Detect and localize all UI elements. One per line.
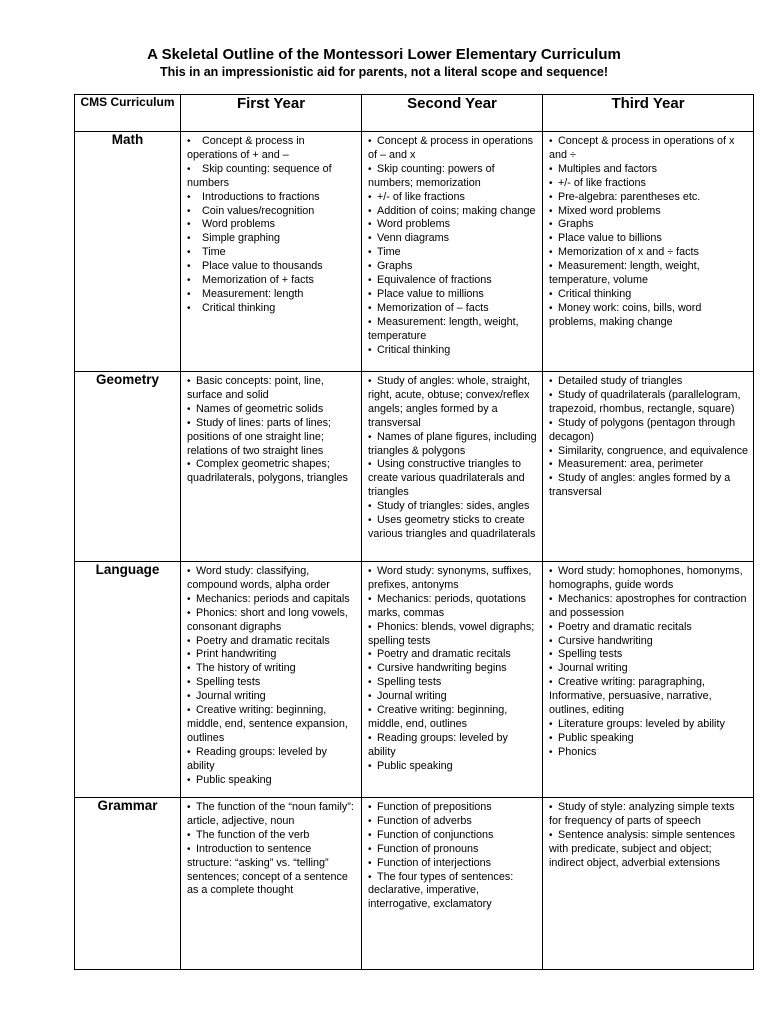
subject-language: Language [75, 562, 181, 798]
list-item: • Measurement: length, weight, temperature [368, 316, 538, 344]
list-item: • Memorization of + facts [187, 274, 357, 288]
list-item: • Money work: coins, bills, word problems, making change [549, 302, 749, 330]
list-item: • The history of writing [187, 662, 357, 676]
math-second-year-cell [362, 132, 543, 372]
geometry-first-year-cell [181, 372, 362, 562]
list-item: • Time [187, 246, 357, 260]
list-item: • Function of pronouns [368, 843, 538, 857]
subject-grammar: Grammar [75, 798, 181, 970]
document-subtitle: This in an impressionistic aid for parents, not a literal scope and sequence! [159, 65, 609, 79]
grammar-third-year-cell [543, 798, 754, 970]
list-item: • Study of quadrilaterals (parallelogram, trapezoid, rhombus, rectangle, square) [549, 389, 749, 417]
list-item: • Spelling tests [187, 676, 357, 690]
list-item: • Poetry and dramatic recitals [549, 621, 749, 635]
bullet-list [181, 372, 361, 486]
list-item: • Similarity, congruence, and equivalence [549, 445, 749, 459]
list-item: • Mechanics: apostrophes for contraction and possession [549, 593, 749, 621]
list-item: • Journal writing [368, 690, 538, 704]
language-third-year-cell [543, 562, 754, 798]
list-item: • Basic concepts: point, line, surface and solid [187, 375, 357, 403]
math-first-year-cell [181, 132, 362, 372]
list-item: • Time [368, 246, 538, 260]
list-item: • Study of triangles: sides, angles [368, 500, 538, 514]
list-item: • Phonics: short and long vowels, consonant digraphs [187, 607, 357, 635]
list-item: • Cursive handwriting begins [368, 662, 538, 676]
list-item: • Journal writing [549, 662, 749, 676]
list-item: • Skip counting: sequence of numbers [187, 163, 357, 191]
header-third-year: Third Year [543, 95, 754, 132]
list-item: • Uses geometry sticks to create various triangles and quadrilaterals [368, 514, 538, 542]
bullet-list [362, 132, 542, 358]
geometry-second-year-cell [362, 372, 543, 562]
list-item: • Function of adverbs [368, 815, 538, 829]
header-second-year: Second Year [362, 95, 543, 132]
grammar-first-year-cell [181, 798, 362, 970]
list-item: • +/- of like fractions [368, 191, 538, 205]
list-item: • Multiples and factors [549, 163, 749, 177]
bullet-list [362, 798, 542, 912]
list-item: • Word study: synonyms, suffixes, prefixes, antonyms [368, 565, 538, 593]
list-item: • Skip counting: powers of numbers; memorization [368, 163, 538, 191]
bullet-list [181, 798, 361, 898]
list-item: • Phonics: blends, vowel digraphs; spelling tests [368, 621, 538, 649]
list-item: • Names of geometric solids [187, 403, 357, 417]
list-item: • Detailed study of triangles [549, 375, 749, 389]
bullet-list [362, 372, 542, 542]
table-row [75, 562, 754, 798]
list-item: • Place value to thousands [187, 260, 357, 274]
list-item: • Word problems [368, 218, 538, 232]
list-item: • +/- of like fractions [549, 177, 749, 191]
bullet-list [362, 562, 542, 774]
list-item: • Literature groups: leveled by ability [549, 718, 749, 732]
list-item: • Addition of coins; making change [368, 205, 538, 219]
list-item: • Simple graphing [187, 232, 357, 246]
list-item: • Coin values/recognition [187, 205, 357, 219]
language-second-year-cell [362, 562, 543, 798]
list-item: • Cursive handwriting [549, 635, 749, 649]
list-item: • Complex geometric shapes; quadrilaterals, polygons, triangles [187, 458, 357, 486]
list-item: • Function of prepositions [368, 801, 538, 815]
bullet-list [181, 132, 361, 316]
list-item: • Venn diagrams [368, 232, 538, 246]
list-item: • Mechanics: periods, quotations marks, commas [368, 593, 538, 621]
list-item: • Concept & process in operations of – and x [368, 135, 538, 163]
list-item: • Place value to millions [368, 288, 538, 302]
list-item: • Study of angles: angles formed by a transversal [549, 472, 749, 500]
table-header-row [75, 95, 754, 132]
list-item: • Poetry and dramatic recitals [368, 648, 538, 662]
list-item: • Names of plane figures, including triangles & polygons [368, 431, 538, 459]
list-item: • Word study: homophones, homonyms, homographs, guide words [549, 565, 749, 593]
list-item: • Using constructive triangles to create various quadrilaterals and triangles [368, 458, 538, 500]
list-item: • Sentence analysis: simple sentences with predicate, subject and object; indirect object, adverbial extensions [549, 829, 749, 871]
list-item: • Public speaking [549, 732, 749, 746]
list-item: • Spelling tests [368, 676, 538, 690]
table-row [75, 132, 754, 372]
list-item: • Concept & process in operations of x and ÷ [549, 135, 749, 163]
list-item: • Concept & process in operations of + and – [187, 135, 357, 163]
list-item: • Measurement: length, weight, temperature, volume [549, 260, 749, 288]
list-item: • Equivalence of fractions [368, 274, 538, 288]
list-item: • Memorization of x and ÷ facts [549, 246, 749, 260]
list-item: • Study of style: analyzing simple texts for frequency of parts of speech [549, 801, 749, 829]
bullet-list [543, 798, 753, 871]
list-item: • Measurement: area, perimeter [549, 458, 749, 472]
subject-math: Math [75, 132, 181, 372]
corner-header: CMS Curriculum [75, 95, 181, 132]
curriculum-table [74, 94, 754, 970]
list-item: • Mixed word problems [549, 205, 749, 219]
header-first-year: First Year [181, 95, 362, 132]
geometry-third-year-cell [543, 372, 754, 562]
list-item: • Introduction to sentence structure: “asking” vs. “telling” sentences; concept of a sentence as a complete thought [187, 843, 357, 899]
list-item: • Reading groups: leveled by ability [368, 732, 538, 760]
list-item: • Function of conjunctions [368, 829, 538, 843]
subject-geometry: Geometry [75, 372, 181, 562]
list-item: • Creative writing: paragraphing, Informative, persuasive, narrative, outlines, editing [549, 676, 749, 718]
document-title: A Skeletal Outline of the Montessori Lower Elementary Curriculum [147, 46, 621, 63]
list-item: • Function of interjections [368, 857, 538, 871]
list-item: • Word problems [187, 218, 357, 232]
bullet-list [543, 562, 753, 760]
list-item: • Memorization of – facts [368, 302, 538, 316]
list-item: • Creative writing: beginning, middle, end, sentence expansion, outlines [187, 704, 357, 746]
list-item: • Critical thinking [368, 344, 538, 358]
list-item: • Critical thinking [549, 288, 749, 302]
list-item: • Public speaking [368, 760, 538, 774]
list-item: • Poetry and dramatic recitals [187, 635, 357, 649]
language-first-year-cell [181, 562, 362, 798]
list-item: • Journal writing [187, 690, 357, 704]
list-item: • Creative writing: beginning, middle, end, outlines [368, 704, 538, 732]
list-item: • The function of the “noun family”: article, adjective, noun [187, 801, 357, 829]
list-item: • Public speaking [187, 774, 357, 788]
list-item: • The four types of sentences: declarative, imperative, interrogative, exclamatory [368, 871, 538, 913]
list-item: • Word study: classifying, compound words, alpha order [187, 565, 357, 593]
math-third-year-cell [543, 132, 754, 372]
table-row [75, 372, 754, 562]
list-item: • Graphs [549, 218, 749, 232]
list-item: • The function of the verb [187, 829, 357, 843]
list-item: • Mechanics: periods and capitals [187, 593, 357, 607]
list-item: • Reading groups: leveled by ability [187, 746, 357, 774]
bullet-list [181, 562, 361, 788]
table-row [75, 798, 754, 970]
list-item: • Phonics [549, 746, 749, 760]
list-item: • Graphs [368, 260, 538, 274]
list-item: • Spelling tests [549, 648, 749, 662]
list-item: • Place value to billions [549, 232, 749, 246]
list-item: • Study of lines: parts of lines; positions of one straight line; relations of two straight lines [187, 417, 357, 459]
list-item: • Introductions to fractions [187, 191, 357, 205]
list-item: • Measurement: length [187, 288, 357, 302]
bullet-list [543, 132, 753, 330]
list-item: • Study of polygons (pentagon through decagon) [549, 417, 749, 445]
list-item: • Pre-algebra: parentheses etc. [549, 191, 749, 205]
list-item: • Print handwriting [187, 648, 357, 662]
list-item: • Critical thinking [187, 302, 357, 316]
grammar-second-year-cell [362, 798, 543, 970]
bullet-list [543, 372, 753, 500]
list-item: • Study of angles: whole, straight, right, acute, obtuse; convex/reflex angels; angles formed by a transversal [368, 375, 538, 431]
